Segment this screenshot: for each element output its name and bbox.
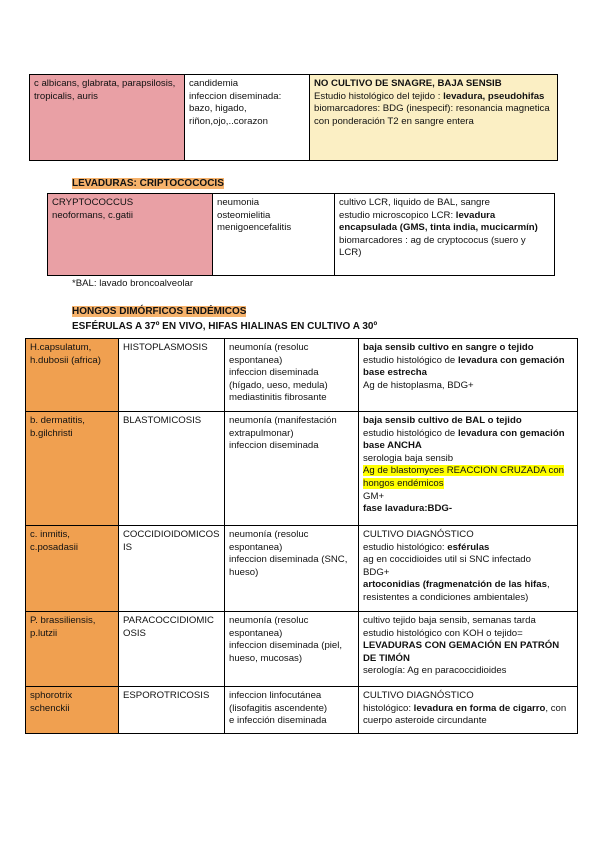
section-title-crypto: LEVADURAS: CRIPTOCOCOCIS — [72, 178, 224, 189]
diagnosis-cell: baja sensib cultivo de BAL o tejido estudio histológico de levadura con gemación base ANCHA serologia baja sensib Ag de blastomyces REACCION CRUZADA con hongos endémicos GM+ fase lavadura:BDG- — [359, 412, 578, 526]
clinical-cell: neumonía (manifestación extrapulmonar) infeccion diseminada — [225, 412, 359, 526]
candida-table — [29, 74, 558, 161]
highlighted-note: Ag de blastomyces REACCION CRUZADA con hongos endémicos — [363, 465, 564, 489]
diagnosis-line: cultivo LCR, liquido de BAL, sangre — [339, 197, 490, 208]
dimorphic-table — [25, 338, 578, 734]
clinical-line: infeccion diseminada: bazo, higado, riñon,ojo,..corazon — [189, 90, 282, 127]
diagnosis-cell: cultivo tejido baja sensib, semanas tarda estudio histológico con KOH o tejido= LEVADURAS CON GEMACIÓN EN PATRÓN DE TIMÓN serología: Ag en paracoccidioides — [359, 612, 578, 687]
table-row — [26, 526, 578, 612]
diagnosis-cell — [335, 194, 555, 276]
organism-cell: P. brassiliensis, p.lutzii — [26, 612, 119, 687]
table-row — [26, 412, 578, 526]
diagnosis-line: estudio microscopico LCR: levadura encapsulada (GMS, tinta india, mucicarmín) — [339, 209, 538, 234]
diagnosis-cell — [310, 75, 558, 161]
table-row — [26, 612, 578, 687]
table-row — [48, 194, 555, 276]
table-row — [26, 687, 578, 734]
disease-cell: PARACOCCIDIOMICOSIS — [119, 612, 225, 687]
section-title-dimorf: HONGOS DIMÓRFICOS ENDÉMICOS — [72, 306, 247, 317]
organism-cell: c. inmitis, c.posadasii — [26, 526, 119, 612]
diagnosis-cell: baja sensib cultivo en sangre o tejido estudio histológico de levadura con gemación base estrecha Ag de histoplasma, BDG+ — [359, 339, 578, 412]
footnote: *BAL: lavado broncoalveolar — [72, 278, 194, 289]
organism-text: neoformans, c.gatii — [52, 209, 134, 221]
disease-cell: ESPOROTRICOSIS — [119, 687, 225, 734]
diagnosis-cell: CULTIVO DIAGNÓSTICO histológico: levadura en forma de cigarro, con cuerpo asteroide circundante — [359, 687, 578, 734]
clinical-cell — [213, 194, 335, 276]
section-subtitle-dimorf: ESFÉRULAS A 37º EN VIVO, HIFAS HIALINAS EN CULTIVO A 30º — [72, 321, 378, 332]
disease-cell: HISTOPLASMOSIS — [119, 339, 225, 412]
clinical-cell: neumonía (resoluc espontanea) infeccion diseminada (SNC, hueso) — [225, 526, 359, 612]
crypto-table — [47, 193, 555, 276]
organism-cell: H.capsulatum, h.dubosii (africa) — [26, 339, 119, 412]
organism-text: CRYPTOCOCCUS — [52, 197, 134, 208]
organism-cell: b. dermatitis, b.gilchristi — [26, 412, 119, 526]
clinical-line: candidemia — [189, 78, 239, 89]
clinical-cell: infeccion linfocutánea (lisofagitis ascendente) e infección diseminada — [225, 687, 359, 734]
organism-cell — [30, 75, 185, 161]
clinical-line: neumonia — [217, 197, 260, 208]
clinical-line: menigoencefalitis — [217, 222, 292, 234]
clinical-line: osteomielitia — [217, 209, 271, 221]
table-row — [26, 339, 578, 412]
diagnosis-cell: CULTIVO DIAGNÓSTICO estudio histológico: esférulas ag en coccidioides util si SNC infectado BDG+ artoconidias (fragmenatción de las hifas, resistentes a condiciones ambientales) — [359, 526, 578, 612]
organism-text: c albicans, glabrata, parapsilosis, tropicalis, auris — [34, 78, 176, 102]
diagnosis-line: Estudio histológico del tejido : levadura, pseudohifas — [314, 90, 545, 102]
table-row — [30, 75, 558, 161]
diagnosis-title: NO CULTIVO DE SNAGRE, BAJA SENSIB — [314, 78, 502, 89]
disease-cell: COCCIDIOIDOMICOSIS — [119, 526, 225, 612]
clinical-cell: neumonía (resoluc espontanea) infeccion diseminada (hígado, ueso, medula) mediastinitis fibrosante — [225, 339, 359, 412]
clinical-cell — [185, 75, 310, 161]
disease-cell: BLASTOMICOSIS — [119, 412, 225, 526]
organism-cell — [48, 194, 213, 276]
organism-cell: sphorotrix schenckii — [26, 687, 119, 734]
diagnosis-line: biomarcadores: BDG (inespecif): resonancia magnetica con ponderación T2 en sangre entera — [314, 103, 550, 127]
diagnosis-line: biomarcadores : ag de cryptococus (suero y LCR) — [339, 234, 526, 259]
clinical-cell: neumonía (resoluc espontanea) infeccion diseminada (piel, hueso, mucosas) — [225, 612, 359, 687]
